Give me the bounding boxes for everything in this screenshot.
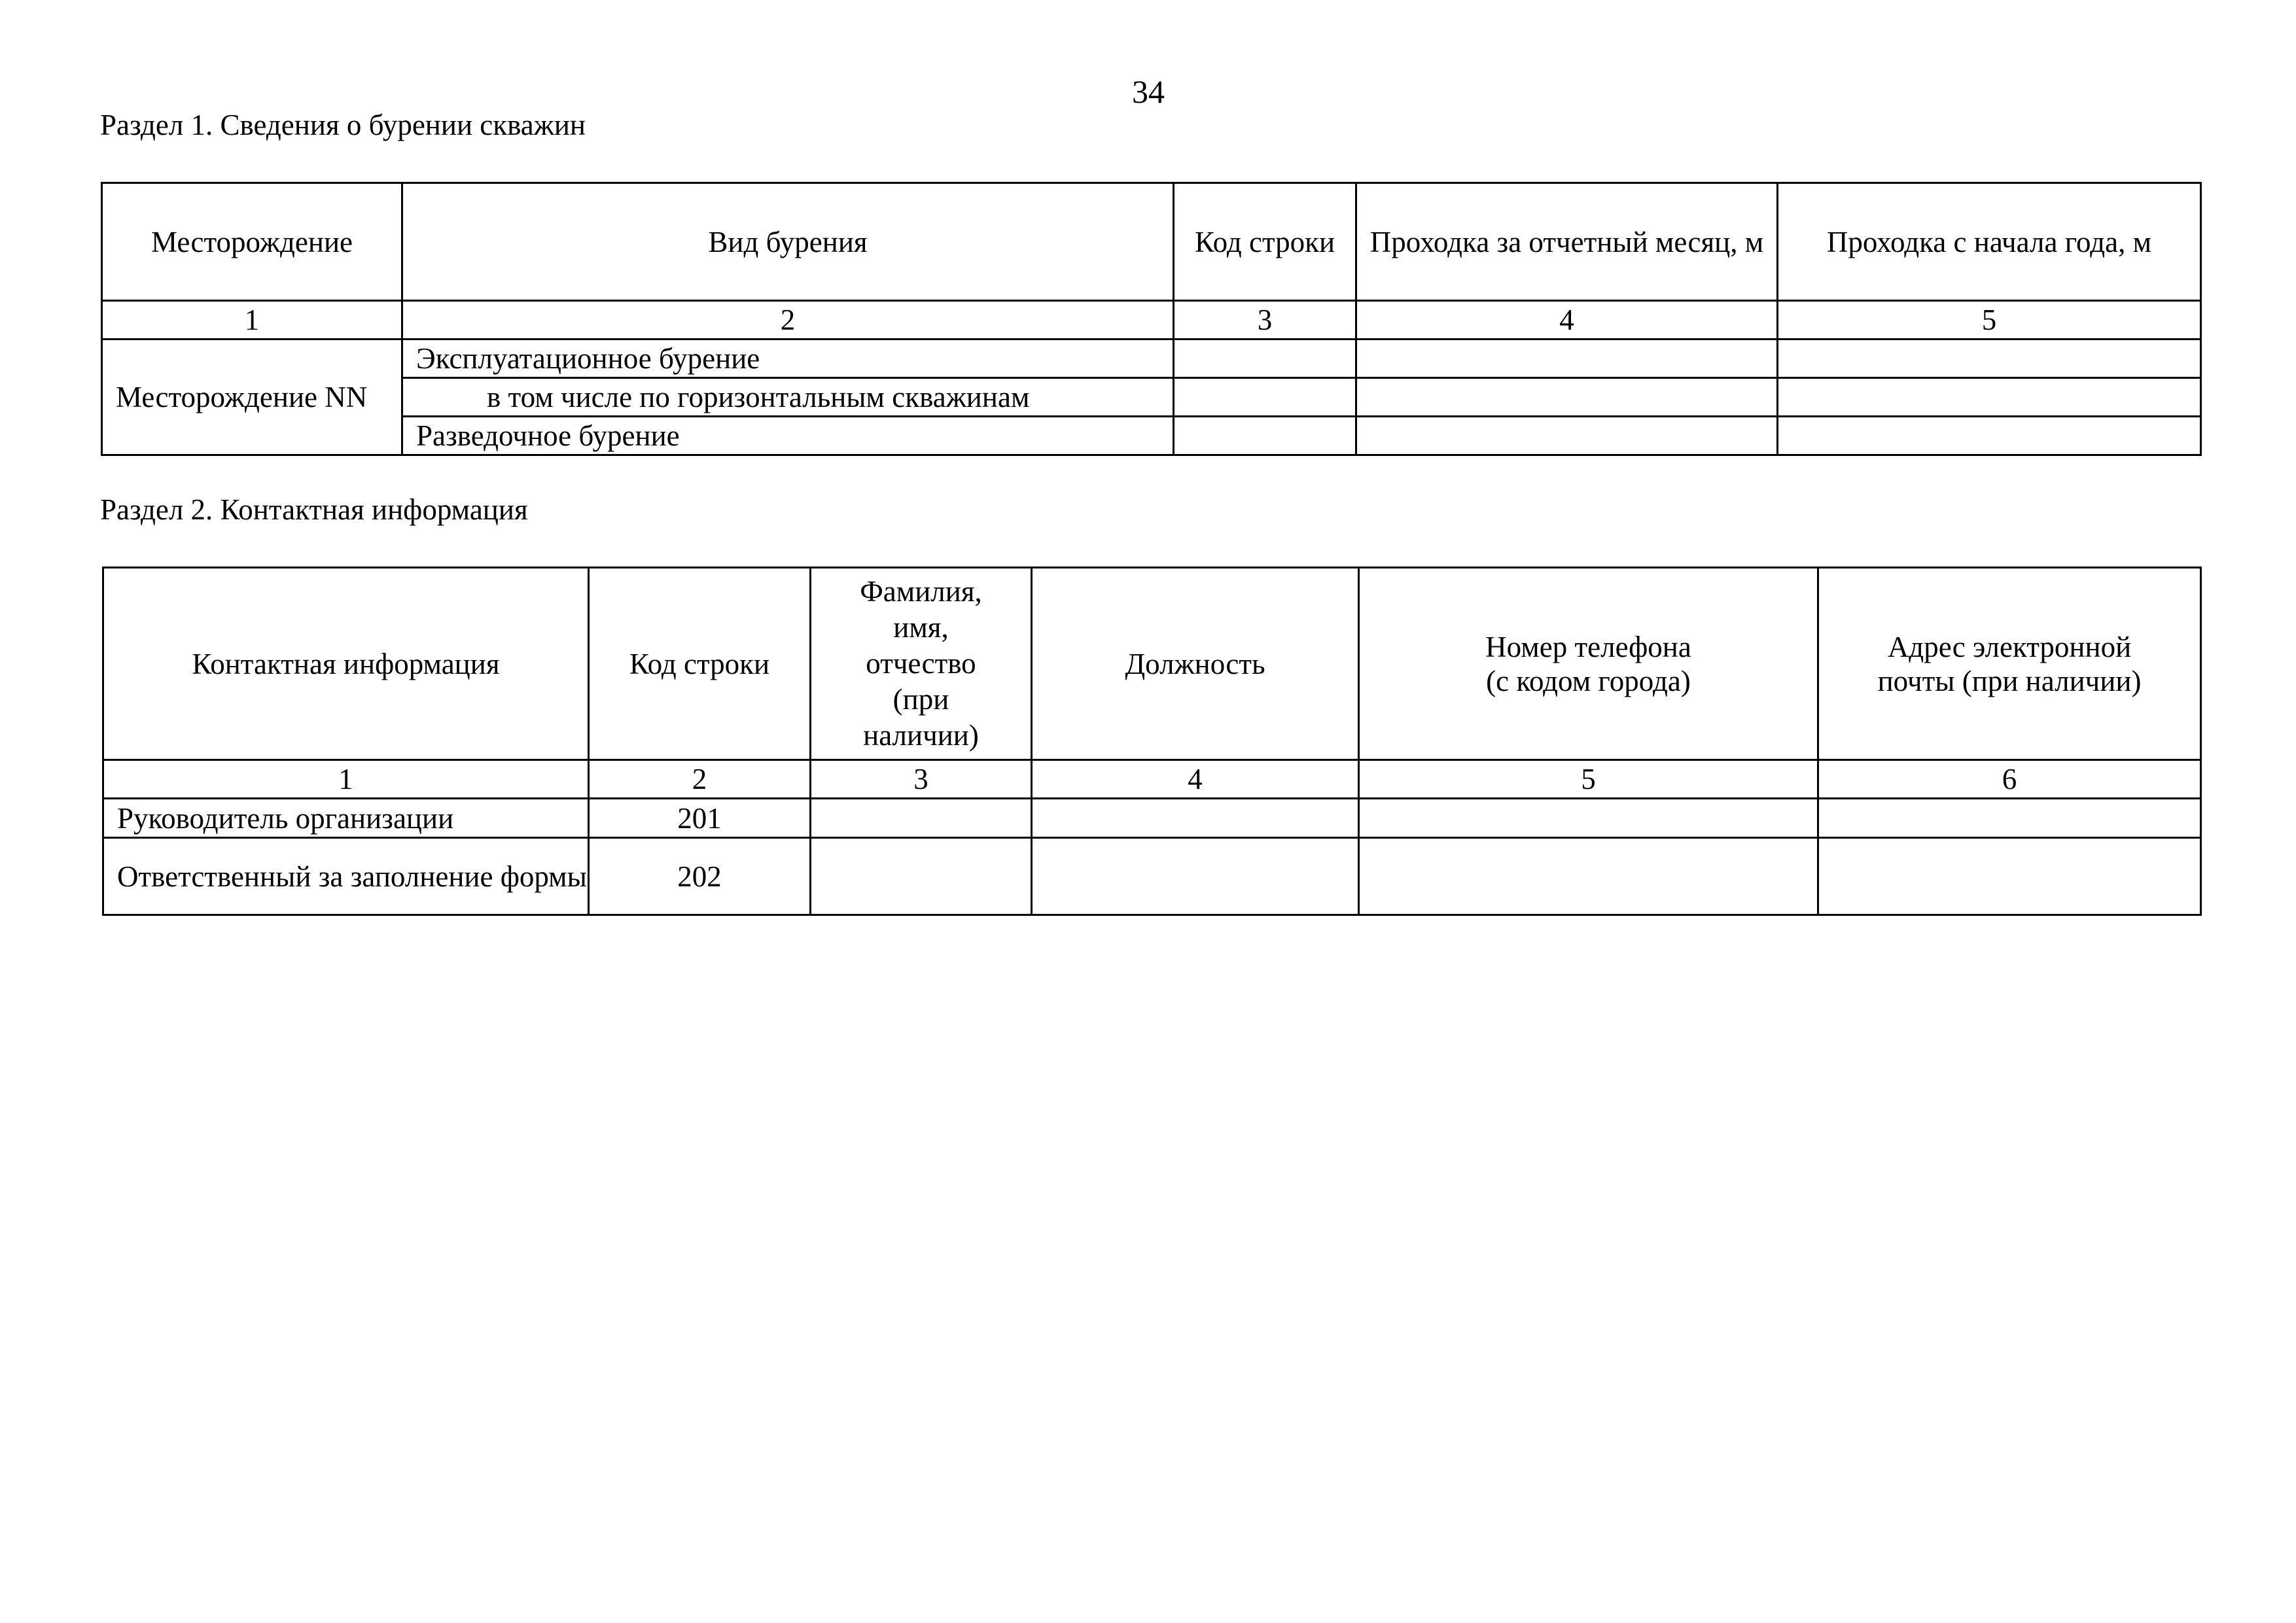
contact-role-cell: Руководитель организации [103,799,589,838]
position-cell[interactable] [1032,838,1359,915]
column-number: 4 [1032,760,1359,799]
header-full-name-line: наличии) [863,719,979,752]
header-full-name-line: (при [892,683,949,716]
header-line-code: Код строки [1174,183,1356,301]
column-number: 6 [1818,760,2201,799]
table-row [102,417,2201,455]
contact-table-header-row [103,568,2201,760]
drilling-table-header-row [102,183,2201,301]
header-phone [1359,568,1818,760]
full-name-cell[interactable] [811,838,1032,915]
drilling-type-cell: Эксплуатационное бурение [402,340,1174,378]
contact-table-column-numbers [103,760,2201,799]
header-position: Должность [1032,568,1359,760]
header-full-name-line: отчество [866,647,976,680]
line-code-cell: 202 [589,838,811,915]
section-2-title: Раздел 2. Контактная информация [100,493,528,526]
full-name-cell[interactable] [811,799,1032,838]
line-code-cell[interactable] [1174,340,1356,378]
table-row [103,838,2201,915]
header-email-line: почты (при наличии) [1877,664,2142,697]
drilling-table [101,182,2202,456]
column-number: 2 [589,760,811,799]
line-code-cell[interactable] [1174,417,1356,455]
drilling-type-cell: Разведочное бурение [402,417,1174,455]
header-drilling-type: Вид бурения [402,183,1174,301]
table-row [102,340,2201,378]
header-phone-line: (с кодом города) [1486,664,1691,697]
progress-month-cell[interactable] [1356,417,1778,455]
email-cell[interactable] [1818,799,2201,838]
phone-cell[interactable] [1359,799,1818,838]
column-number: 4 [1356,301,1778,340]
field-name-cell: Месторождение NN [102,340,402,455]
line-code-cell[interactable] [1174,378,1356,417]
column-number: 3 [811,760,1032,799]
phone-cell[interactable] [1359,838,1818,915]
column-number: 1 [103,760,589,799]
column-number: 2 [402,301,1174,340]
email-cell[interactable] [1818,838,2201,915]
column-number: 5 [1778,301,2201,340]
progress-year-cell[interactable] [1778,417,2201,455]
progress-year-cell[interactable] [1778,378,2201,417]
header-line-code: Код строки [589,568,811,760]
section-1-title: Раздел 1. Сведения о бурении скважин [100,109,586,141]
header-full-name [811,568,1032,760]
drilling-type-cell: в том числе по горизонтальным скважинам [402,378,1174,417]
contact-role-cell: Ответственный за заполнение формы [103,838,589,915]
position-cell[interactable] [1032,799,1359,838]
column-number: 3 [1174,301,1356,340]
column-number: 5 [1359,760,1818,799]
contact-table [102,567,2202,916]
column-number: 1 [102,301,402,340]
progress-month-cell[interactable] [1356,378,1778,417]
progress-year-cell[interactable] [1778,340,2201,378]
header-progress-month: Проходка за отчетный месяц, м [1356,183,1778,301]
page-number: 34 [1132,73,1165,110]
header-contact-info: Контактная информация [103,568,589,760]
table-row [103,799,2201,838]
header-full-name-line: Фамилия, [860,575,982,608]
header-email [1818,568,2201,760]
drilling-table-column-numbers [102,301,2201,340]
table-row [102,378,2201,417]
progress-month-cell[interactable] [1356,340,1778,378]
header-field: Месторождение [102,183,402,301]
line-code-cell: 201 [589,799,811,838]
header-email-line: Адрес электронной [1887,630,2132,663]
header-phone-line: Номер телефона [1485,630,1691,663]
header-full-name-line: имя, [893,611,949,644]
header-progress-year: Проходка с начала года, м [1778,183,2201,301]
